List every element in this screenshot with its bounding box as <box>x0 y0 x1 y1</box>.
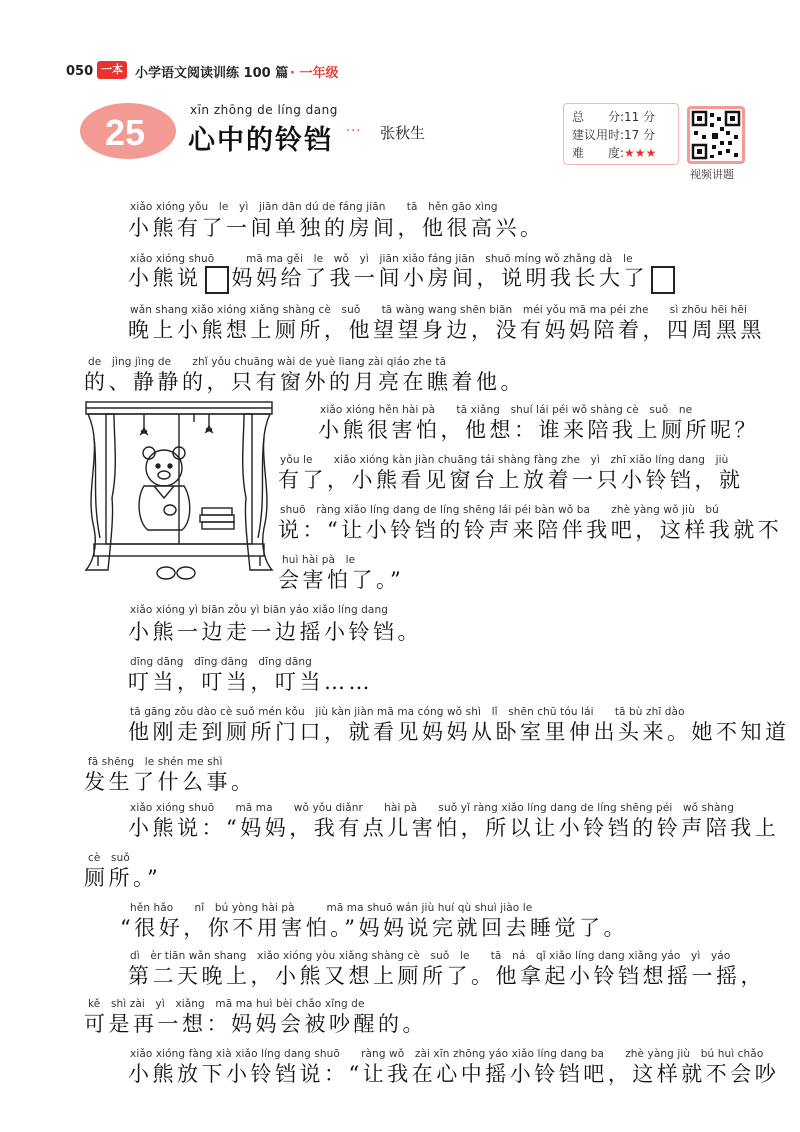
text-line-8: 会害怕了。” <box>278 568 405 592</box>
pinyin-line-4: de jìng jìng de zhǐ yǒu chuāng wài de yuè liang zài qiáo zhe tā <box>88 356 447 368</box>
text-line-16: 第二天晚上，小熊又想上厕所了。他拿起小铃铛想摇一摇， <box>128 964 765 988</box>
text-line-14: 厕所。” <box>84 866 162 890</box>
pinyin-line-13: xiǎo xióng shuō mā ma wǒ yǒu diǎnr hài pà suǒ yǐ ràng xiǎo líng dang de líng shēng péi wǒ shàng <box>130 802 735 814</box>
info-box <box>563 103 679 165</box>
qr-code[interactable] <box>687 106 745 164</box>
pinyin-line-14: cè suǒ <box>88 852 130 864</box>
text-line-12: 发生了什么事。 <box>84 770 256 794</box>
pinyin-line-2: xiǎo xióng shuō mā ma gěi le wǒ yì jiān xiǎo fáng jiān shuō míng wǒ zhǎng dà le <box>130 253 633 265</box>
pinyin-line-9: xiǎo xióng yì biān zǒu yì biān yáo xiǎo líng dang <box>130 604 388 616</box>
difficulty-row <box>572 144 656 161</box>
text-line-7: 说：“让小铃铛的铃声来陪伴我吧，这样我就不 <box>278 518 783 542</box>
brand-logo: 一本 <box>97 61 127 79</box>
text-line-5: 小熊很害怕，他想：谁来陪我上厕所呢？ <box>318 418 759 442</box>
pinyin-line-5: xiǎo xióng hěn hài pà tā xiǎng shuí lái péi wǒ shàng cè suǒ ne <box>320 404 693 416</box>
text-line-15: “很好，你不用害怕。”妈妈说完就回去睡觉了。 <box>120 916 628 940</box>
qr-code-icon <box>690 109 742 161</box>
lesson-number: 25 <box>104 112 146 153</box>
text-line-3: 晚上小熊想上厕所，他望望身边，没有妈妈陪着，四周黑黑 <box>128 318 765 342</box>
author-name: 张秋生 <box>380 124 426 142</box>
pinyin-line-3: wǎn shang xiǎo xióng xiǎng shàng cè suǒ tā wàng wang shēn biān méi yǒu mā ma péi zhe sì zhōu hēi hēi <box>130 304 747 316</box>
time-value: 17 分 <box>624 128 656 142</box>
title-dots: ··· <box>346 124 362 139</box>
difficulty-label: 难 度: <box>572 146 625 160</box>
text-line-2b: 妈妈给了我一间小房间，说明我长大了 <box>231 266 648 290</box>
text-line-10: 叮当，叮当，叮当…… <box>128 670 373 694</box>
pinyin-line-17: kě shì zài yì xiǎng mā ma huì bèi chǎo xǐng de <box>88 998 365 1010</box>
lesson-title: 心中的铃铛 <box>188 125 333 156</box>
text-line-6: 有了，小熊看见窗台上放着一只小铃铛，就 <box>278 468 744 492</box>
pinyin-line-7: shuō ràng xiǎo líng dang de líng shēng lái péi bàn wǒ ba zhè yàng wǒ jiù bú <box>280 504 719 516</box>
pinyin-line-16: dì èr tiān wǎn shang xiǎo xióng yòu xiǎng shàng cè suǒ le tā ná qǐ xiǎo líng dang xiǎng yáo yì yáo <box>130 950 731 962</box>
pinyin-line-15: hěn hǎo nǐ bú yòng hài pà mā ma shuō wán jiù huí qù shuì jiào le <box>130 902 533 914</box>
text-line-13: 小熊说：“妈妈，我有点儿害怕，所以让小铃铛的铃声陪我上 <box>128 816 780 840</box>
text-line-2a: 小熊说 <box>128 266 202 290</box>
grade-label: · 一年级 <box>290 66 339 81</box>
page-number: 050 <box>66 64 94 79</box>
score-row <box>572 108 655 125</box>
score-value: 11 分 <box>624 110 656 124</box>
text-line-11: 他刚走到厕所门口，就看见妈妈从卧室里伸出头来。她不知道 <box>128 720 790 744</box>
pinyin-line-18: xiǎo xióng fàng xià xiǎo líng dang shuō ràng wǒ zài xīn zhōng yáo xiǎo líng dang ba zhè yàng jiù bú huì chǎo <box>130 1048 764 1060</box>
qr-label: 视频讲题 <box>690 168 734 181</box>
score-label: 总 分: <box>572 110 625 124</box>
text-line-1: 小熊有了一间单独的房间，他很高兴。 <box>128 216 545 240</box>
pinyin-line-1: xiǎo xióng yǒu le yì jiān dān dú de fáng jiān tā hěn gāo xìng <box>130 201 498 213</box>
text-line-17: 可是再一想：妈妈会被吵醒的。 <box>84 1012 427 1036</box>
pinyin-line-11: tā gāng zǒu dào cè suǒ mén kǒu jiù kàn jiàn mā ma cóng wǒ shì lǐ shēn chū tóu lái tā bù zhī dào <box>130 706 685 718</box>
difficulty-stars: ★★★ <box>624 146 657 160</box>
time-row <box>572 126 655 143</box>
text-line-4: 的、静静的，只有窗外的月亮在瞧着他。 <box>84 370 525 394</box>
time-label: 建议用时: <box>572 128 625 142</box>
pinyin-line-8: huì hài pà le <box>282 554 356 566</box>
text-line-2 <box>128 262 678 294</box>
text-line-18: 小熊放下小铃铛说：“让我在心中摇小铃铛吧，这样就不会吵 <box>128 1062 780 1086</box>
title-pinyin: xīn zhōng de líng dang <box>190 103 338 117</box>
bear-window-illustration <box>84 398 274 586</box>
pinyin-line-10: dīng dāng dīng dāng dīng dāng <box>130 656 312 668</box>
punctuation-blank-2[interactable] <box>651 266 675 294</box>
punctuation-blank-1[interactable] <box>205 266 229 294</box>
pinyin-line-6: yǒu le xiǎo xióng kàn jiàn chuāng tái shàng fàng zhe yì zhī xiǎo líng dang jiù <box>280 454 729 466</box>
text-line-9: 小熊一边走一边摇小铃铛。 <box>128 620 422 644</box>
pinyin-line-12: fā shēng le shén me shì <box>88 756 223 768</box>
series-title: 小学语文阅读训练 100 篇 <box>135 66 289 81</box>
